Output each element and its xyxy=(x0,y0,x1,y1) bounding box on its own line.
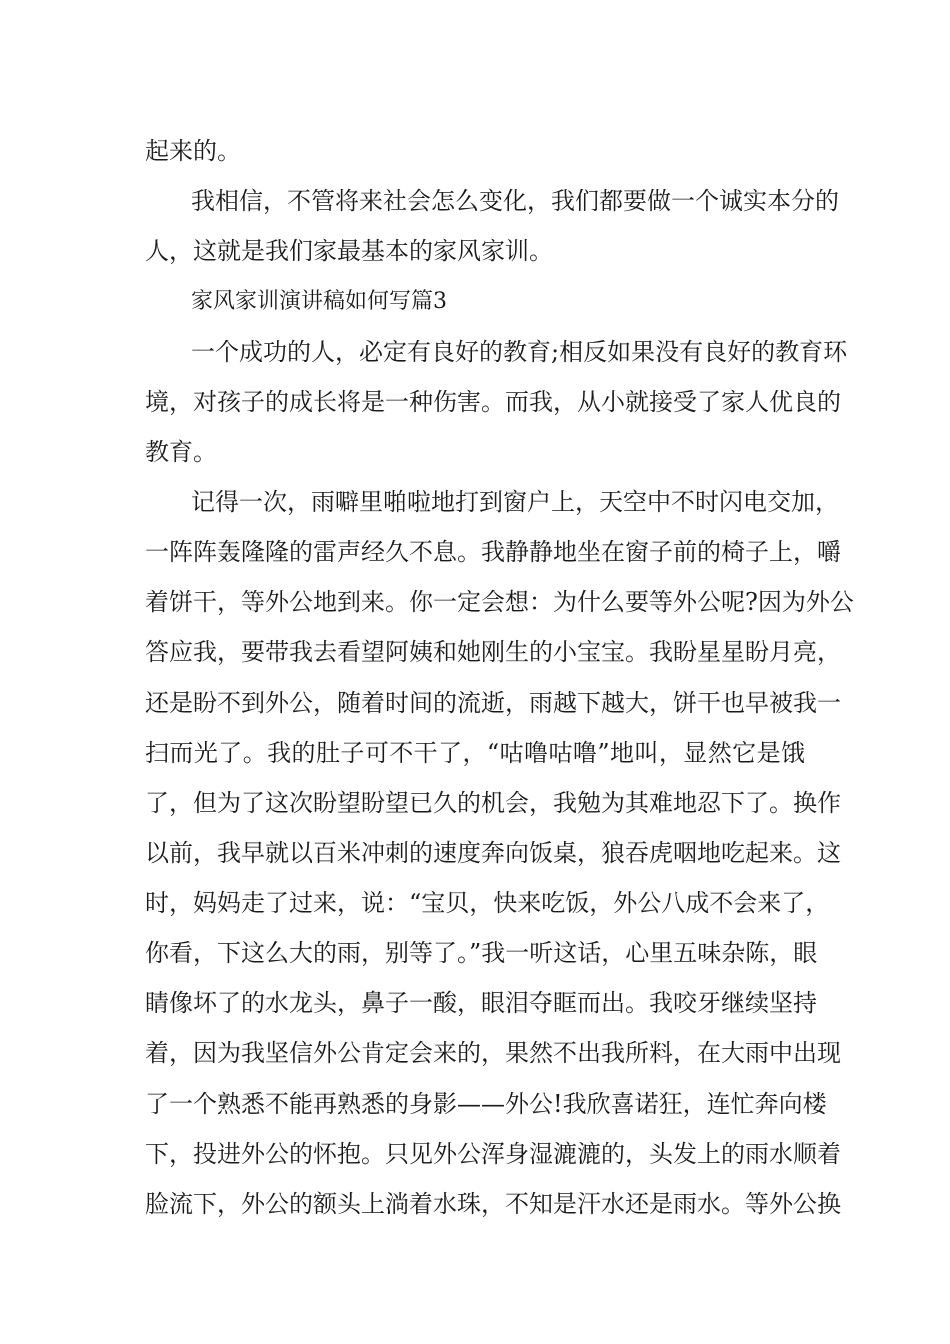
text-line: 扫而光了。我的肚子可不干了，“咕噜咕噜”地叫，显然它是饿 xyxy=(145,739,805,767)
text-line: 了一个熟悉不能再熟悉的身影——外公!我欣喜诺狂，连忙奔向楼 xyxy=(145,1090,827,1118)
text-line: 一个成功的人，必定有良好的教育;相反如果没有良好的教育环 xyxy=(191,338,848,366)
text-line: 下，投进外公的怀抱。只见外公浑身湿漉漉的，头发上的雨水顺着 xyxy=(145,1140,841,1168)
text-line: 一阵阵轰隆隆的雷声经久不息。我静静地坐在窗子前的椅子上，嚼 xyxy=(145,538,841,566)
text-line: 时，妈妈走了过来，说：“宝贝，快来吃饭，外公八成不会来了， xyxy=(145,889,830,917)
text-line: 教育。 xyxy=(145,438,217,466)
text-line: 脸流下，外公的额头上淌着水珠，不知是汗水还是雨水。等外公换 xyxy=(145,1190,841,1218)
text-line: 人，这就是我们家最基本的家风家训。 xyxy=(145,237,553,265)
text-line: 以前，我早就以百米冲刺的速度奔向饭桌，狼吞虎咽地吃起来。这 xyxy=(145,839,841,867)
text-line: 境，对孩子的成长将是一种伤害。而我，从小就接受了家人优良的 xyxy=(145,388,841,416)
section-heading: 家风家训演讲稿如何写篇3 xyxy=(191,289,447,314)
text-line: 睛像坏了的水龙头，鼻子一酸，眼泪夺眶而出。我咬牙继续坚持 xyxy=(145,989,817,1017)
text-line: 着饼干，等外公地到来。你一定会想：为什么要等外公呢?因为外公 xyxy=(145,588,854,616)
text-line: 你看，下这么大的雨，别等了。”我一听这话，心里五味杂陈，眼 xyxy=(145,939,818,967)
text-line: 着，因为我坚信外公肯定会来的，果然不出我所料，在大雨中出现 xyxy=(145,1039,841,1067)
text-line: 还是盼不到外公，随着时间的流逝，雨越下越大，饼干也早被我一 xyxy=(145,689,841,717)
text-line: 记得一次，雨噼里啪啦地打到窗户上，天空中不时闪电交加， xyxy=(191,488,839,516)
text-line: 答应我，要带我去看望阿姨和她刚生的小宝宝。我盼星星盼月亮， xyxy=(145,638,841,666)
text-line: 了，但为了这次盼望盼望已久的机会，我勉为其难地忍下了。换作 xyxy=(145,789,841,817)
text-line: 起来的。 xyxy=(145,137,241,165)
text-line: 我相信，不管将来社会怎么变化，我们都要做一个诚实本分的 xyxy=(191,187,839,215)
